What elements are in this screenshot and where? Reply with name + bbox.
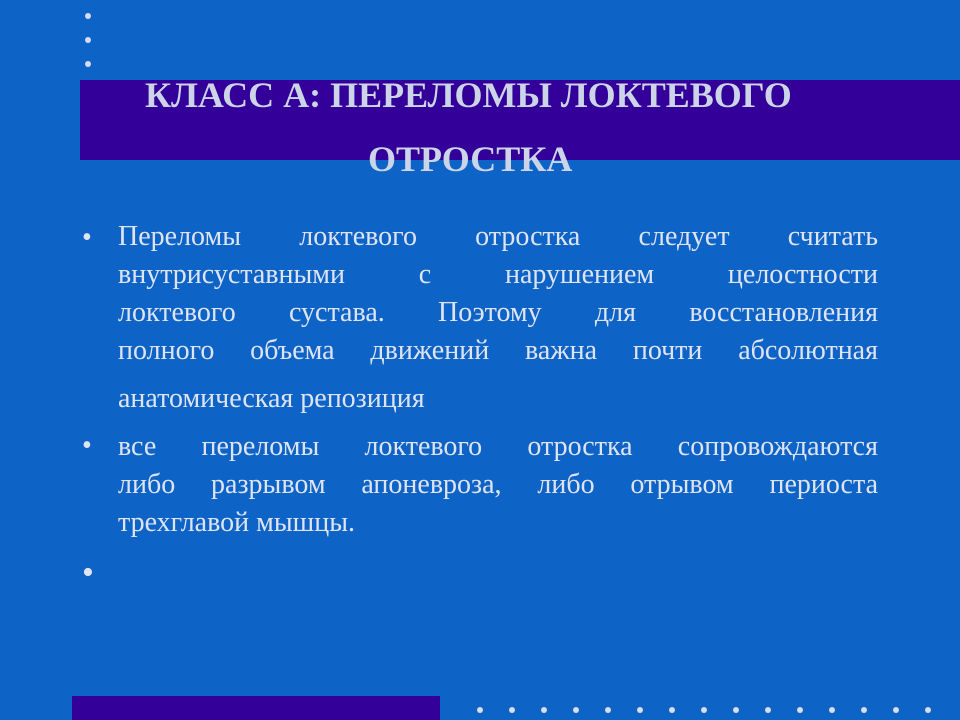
decor-dot <box>541 707 547 713</box>
slide-title-line-1: КЛАСС А: ПЕРЕЛОМЫ ЛОКТЕВОГО <box>145 75 792 115</box>
bullet-marker: • <box>82 430 92 461</box>
slide-title-line-2: ОТРОСТКА <box>368 139 573 179</box>
decor-dot <box>637 707 643 713</box>
decor-dot <box>477 707 483 713</box>
decor-dot <box>669 707 675 713</box>
decor-dot <box>509 707 515 713</box>
decor-dot <box>85 61 91 67</box>
decor-dot <box>893 707 899 713</box>
text-line: все переломы локтевого отростка сопровождаются <box>118 431 878 462</box>
text-line: внутрисуставными с нарушением целостности <box>118 259 878 290</box>
bottom-bar <box>72 696 440 720</box>
bullet-text-1 <box>118 218 878 418</box>
decor-dot <box>701 707 707 713</box>
decor-dot <box>829 707 835 713</box>
decor-dot <box>925 707 931 713</box>
text-line: трехглавой мышцы. <box>118 507 356 538</box>
bullet-marker: • <box>82 554 94 591</box>
text-line: Переломы локтевого отростка следует считать <box>118 221 878 252</box>
decor-dot <box>605 707 611 713</box>
decor-dot <box>797 707 803 713</box>
text-line: полного объема движений важна почти абсолютная <box>118 335 878 366</box>
bullet-marker: • <box>82 222 92 253</box>
bullet-text-2 <box>118 428 878 542</box>
text-line: либо разрывом апоневроза, либо отрывом периоста <box>118 469 878 500</box>
text-line: анатомическая репозиция <box>118 383 425 414</box>
decor-dot <box>85 13 91 19</box>
decor-dot <box>573 707 579 713</box>
decor-dot <box>765 707 771 713</box>
decor-dot <box>861 707 867 713</box>
decor-dot <box>85 37 91 43</box>
decor-dot <box>733 707 739 713</box>
text-line: локтевого сустава. Поэтому для восстановления <box>118 297 878 328</box>
